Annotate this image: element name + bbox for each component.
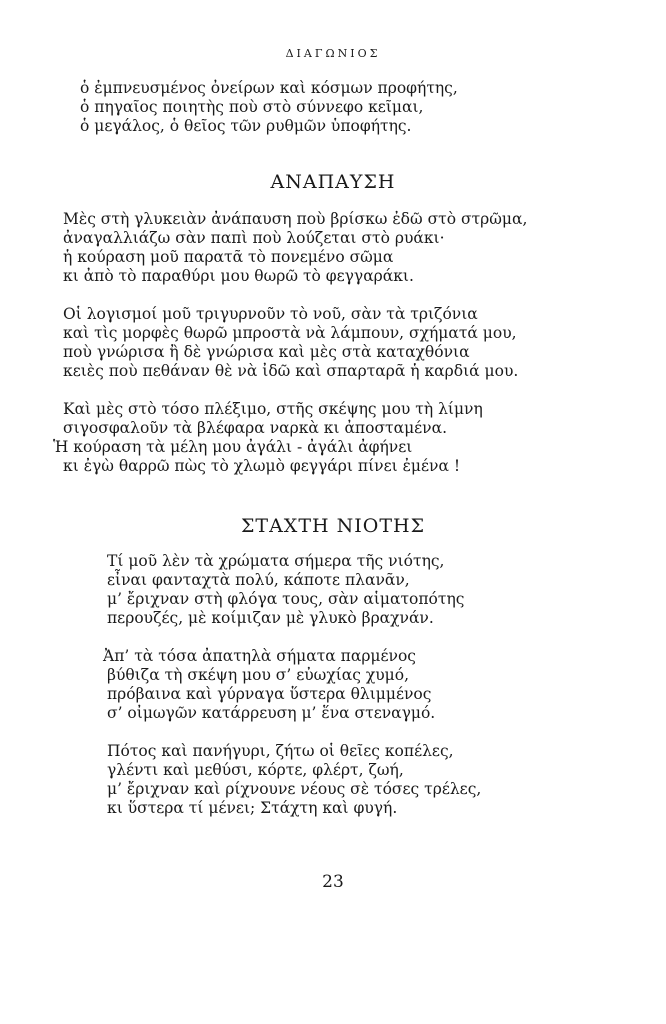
verse-line: εἶναι φανταχτὰ πολύ, κάποτε πλανᾶν, (107, 571, 410, 589)
verse-line: κειὲς ποὺ πεθάναν θὲ νὰ ἰδῶ καὶ σπαρταρᾶ ἡ καρδιά μου. (63, 362, 519, 380)
verse-line: περουζές, μὲ κοίμιζαν μὲ γλυκὸ βραχνάν. (107, 609, 434, 627)
poem-body (53, 210, 528, 476)
verse-line: Ἀπ’ τὰ τόσα ἀπατηλὰ σήματα παρμένος (103, 647, 416, 665)
verse-line: καὶ τὶς μορφὲς θωρῶ μπροστὰ νὰ λάμπουν, σχήματά μου, (63, 324, 517, 342)
running-head: ΔΙΑΓΩΝΙΟΣ (285, 47, 381, 60)
poem-title: ΑΝΑΠΑΥΣΗ (270, 171, 396, 193)
verse-line: Πότος καὶ πανήγυρι, ζήτω οἱ θεῖες κοπέλες, (107, 742, 454, 760)
verse-line: Μὲς στὴ γλυκειὰν ἀνάπαυση ποὺ βρίσκω ἐδῶ στὸ στρῶμα, (63, 210, 528, 228)
verse-line: μ’ ἔριχναν στὴ φλόγα τους, σὰν αἱματοπότης (107, 590, 465, 608)
stanza (53, 400, 527, 476)
poem-body (103, 552, 482, 818)
poem-title: ΣΤΑΧΤΗ ΝΙΟΤΗΣ (240, 515, 426, 537)
stanza (107, 552, 481, 628)
stanza (63, 305, 527, 381)
verse-line: ὁ πηγαῖος ποιητὴς ποὺ στὸ σύννεφο κεῖμαι, (80, 98, 424, 116)
verse-line: ποὺ γνώρισα ἢ δὲ γνώρισα καὶ μὲς στὰ καταχθόνια (63, 343, 470, 361)
verse-line: ὁ ἐμπνευσμένος ὀνείρων καὶ κόσμων προφήτης, (80, 79, 458, 97)
verse-line: ἡ κούραση μοῦ παρατᾶ τὸ πονεμένο σῶμα (63, 248, 394, 266)
verse-line: κι ἐγὼ θαρρῶ πὼς τὸ χλωμὸ φεγγάρι πίνει ἐμένα ! (63, 457, 461, 475)
stanza (80, 79, 458, 136)
verse-line: Τί μοῦ λὲν τὰ χρώματα σήμερα τῆς νιότης, (107, 552, 445, 570)
stanza (63, 210, 527, 286)
verse-line: σιγοσφαλοῦν τὰ βλέφαρα ναρκὰ κι ἀποσταμένα. (63, 419, 447, 437)
stanza (107, 742, 481, 818)
verse-line: ὁ μεγάλος, ὁ θεῖος τῶν ρυθμῶν ὑποφήτης. (80, 117, 412, 135)
verse-line: Ἡ κούραση τὰ μέλη μου ἀγάλι - ἀγάλι ἀφήνει (53, 438, 413, 456)
verse-line: Καὶ μὲς στὸ τόσο πλέξιμο, στῆς σκέψης μου τὴ λίμνη (63, 400, 483, 418)
stanza (103, 647, 481, 723)
verse-line: βύθιζα τὴ σκέψη μου σ’ εὐωχίας χυμό, (107, 666, 410, 684)
verse-line: πρόβαινα καὶ γύρναγα ὕστερα θλιμμένος (107, 685, 432, 703)
poem-continuation (80, 79, 458, 136)
verse-line: γλέντι καὶ μεθύσι, κόρτε, φλέρτ, ζωή, (107, 761, 404, 779)
verse-line: σ’ οἰμωγῶν κατάρρευση μ’ ἕνα στεναγμό. (107, 704, 436, 722)
page-number: 23 (322, 872, 344, 892)
verse-line: κι ἀπὸ τὸ παραθύρι μου θωρῶ τὸ φεγγαράκι. (63, 267, 414, 285)
verse-line: Οἱ λογισμοί μοῦ τριγυρνοῦν τὸ νοῦ, σὰν τὰ τριζόνια (63, 305, 478, 323)
verse-line: ἀναγαλλιάζω σὰν παπὶ ποὺ λούζεται στὸ ρυάκι· (63, 229, 445, 247)
verse-line: κι ὕστερα τί μένει; Στάχτη καὶ φυγή. (107, 799, 398, 817)
verse-line: μ’ ἔριχναν καὶ ρίχνουνε νέους σὲ τόσες τρέλες, (107, 780, 482, 798)
